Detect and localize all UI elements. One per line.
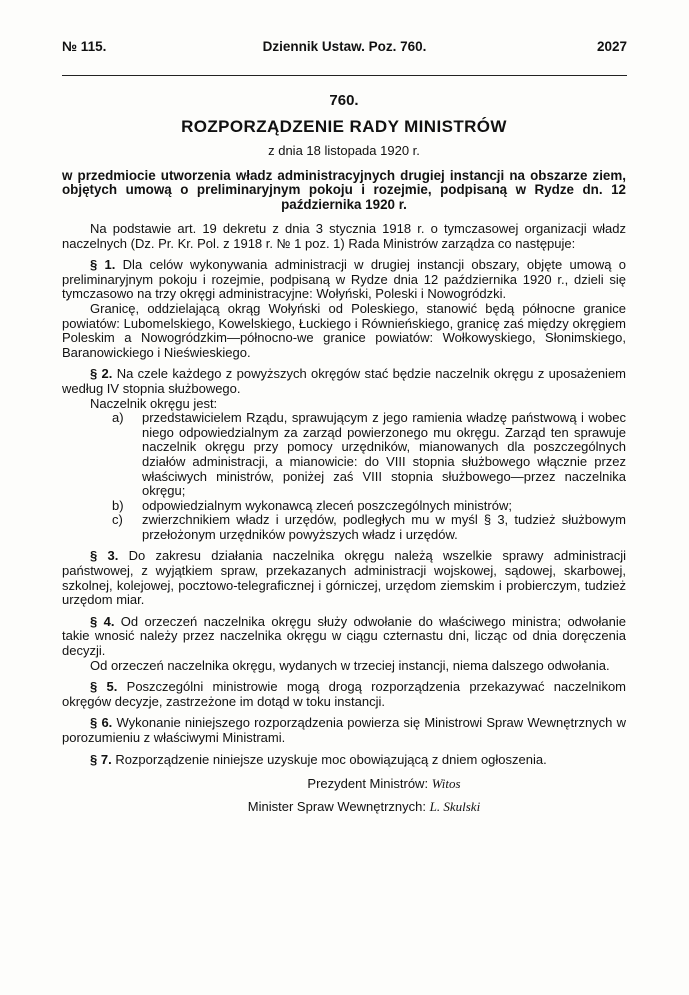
list-item-text: odpowiedzialnym wykonawcą zleceń poszczególnych ministrów; xyxy=(142,497,512,513)
section-5 xyxy=(62,680,626,709)
list-item xyxy=(62,411,626,499)
section-7-label: § 7. xyxy=(90,751,112,767)
list-item xyxy=(62,499,626,514)
section-1-text-2: Granicę, oddzielającą okrąg Wołyński od Poleskiego, stanowić będą północne granice powiatów: Lubomelskiego, Kowelskiego, Łuckiego i Równieńskiego, granicę zaś między okręgiem Poleskim a Nowogródzkim—północno-we granice powiatów: Wołkowyskiego, Słonimskiego, Baranowickiego i Nieświeskiego. xyxy=(62,300,626,360)
issue-number: № 115. xyxy=(62,39,107,54)
document-title: ROZPORZĄDZENIE RADY MINISTRÓW xyxy=(181,116,507,136)
position-number: 760. xyxy=(329,92,359,109)
list-item xyxy=(62,513,626,542)
section-4-text-2: Od orzeczeń naczelnika okręgu, wydanych w trzeciej instancji, niema dalszego odwołania. xyxy=(90,657,610,673)
section-1 xyxy=(62,258,626,302)
section-5-label: § 5. xyxy=(90,679,118,695)
signature-role: Minister Spraw Wewnętrznych: xyxy=(247,798,427,814)
header-rule xyxy=(62,75,627,76)
section-2-intro: Naczelnik okręgu jest: xyxy=(90,395,218,411)
preamble: Na podstawie art. 19 dekretu z dnia 3 stycznia 1918 r. o tymczasowej organizacji władz naczelnych (Dz. Pr. Kr. Pol. z 1918 r. № 1 poz. 1) Rada Ministrów zarządza co następuje: xyxy=(62,221,626,251)
document-date: z dnia 18 listopada 1920 r. xyxy=(268,143,420,159)
document-body xyxy=(62,94,626,814)
section-4 xyxy=(62,615,626,659)
section-3 xyxy=(62,549,626,607)
section-2-text: Na czele każdego z powyższych okręgów stać będzie naczelnik okręgu z uposażeniem według IV stopnia służbowego. xyxy=(62,366,627,396)
section-7-text: Rozporządzenie niniejsze uzyskuje moc obowiązującą z dniem ogłoszenia. xyxy=(115,751,547,767)
section-2-list xyxy=(62,411,626,542)
page-header xyxy=(62,40,627,62)
list-item-label: c) xyxy=(112,512,123,528)
section-6-text: Wykonanie niniejszego rozporządzenia powierza się Ministrowi Spraw Wewnętrznych w porozumieniu z właściwymi Ministrami. xyxy=(62,715,626,745)
section-7 xyxy=(62,753,626,768)
document-subject: w przedmiocie utworzenia władz administracyjnych drugiej instancji na obszarze ziem, objętych umową o preliminaryjnym pokoju i rozejmie, podpisaną w Rydze dn. 12 października 1920 r. xyxy=(62,167,626,212)
list-item-label: a) xyxy=(112,410,124,426)
section-4-label: § 4. xyxy=(90,613,115,629)
signature-name: Witos xyxy=(431,776,461,792)
signature-interior-minister xyxy=(62,800,626,815)
section-2 xyxy=(62,367,626,396)
list-item-label: b) xyxy=(112,497,124,513)
section-6-label: § 6. xyxy=(90,715,113,731)
journal-reference: Dziennik Ustaw. Poz. 760. xyxy=(262,39,427,54)
list-item-text: zwierzchnikiem władz i urzędów, podległych mu w myśl § 3, tudzież służbowym przełożonym urzędników powyższych władz i urzędów. xyxy=(142,512,626,542)
section-4-text: Od orzeczeń naczelnika okręgu służy odwołanie do właściwego ministra; odwołanie takie wnosić należy przez naczelnika okręgu w ciągu czternastu dni, licząc od dnia doręczenia decyzji. xyxy=(62,613,627,659)
section-3-label: § 3. xyxy=(90,548,119,564)
section-5-text: Poszczególni ministrowie mogą drogą rozporządzenia przekazywać naczelnikom okręgów decyzje, zastrzeżone im dotąd w toku instancji. xyxy=(62,679,627,709)
signature-prime-minister xyxy=(62,777,626,792)
section-6 xyxy=(62,716,626,745)
signature-role: Prezydent Ministrów: xyxy=(307,776,429,792)
section-1-text: Dla celów wykonywania administracji w drugiej instancji obszary, objęte umową o preliminaryjnym pokoju i rozejmie, podpisaną w Rydze dnia 12 października 1920 r., dzieli się tymczasowo na trzy okręgi administracyjne: Wołyński, Poleski i Nowogródzki. xyxy=(62,257,626,302)
section-1-label: § 1. xyxy=(90,257,116,273)
signature-name: L. Skulski xyxy=(429,798,481,814)
page-number: 2027 xyxy=(596,39,627,54)
section-3-text: Do zakresu działania naczelnika okręgu należą wszelkie sprawy administracji państwowej, z wyjątkiem spraw, przekazanych administracji wojskowej, sądowej, skarbowej, szkolnej, kolejowej, pocztowo-telegraficznej i górniczej, urzędom ziemskim i probierczym, tudzież urzędom miar. xyxy=(62,548,627,608)
section-2-label: § 2. xyxy=(90,366,113,382)
list-item-text: przedstawicielem Rządu, sprawującym z jego ramienia władzę państwową i wobec niego odpowiedzialnym za zarząd powierzonego mu okręgu. Zarząd ten sprawuje naczelnik okręgu przy pomocy urzędników, mianowanych dla poszczególnych działów administracji, a mianowicie: do VIII stopnia służbowego włącznie przez właściwych ministrów, poniżej zaś VIII stopnia służbowego—przez naczelnika okręgu; xyxy=(142,410,626,499)
